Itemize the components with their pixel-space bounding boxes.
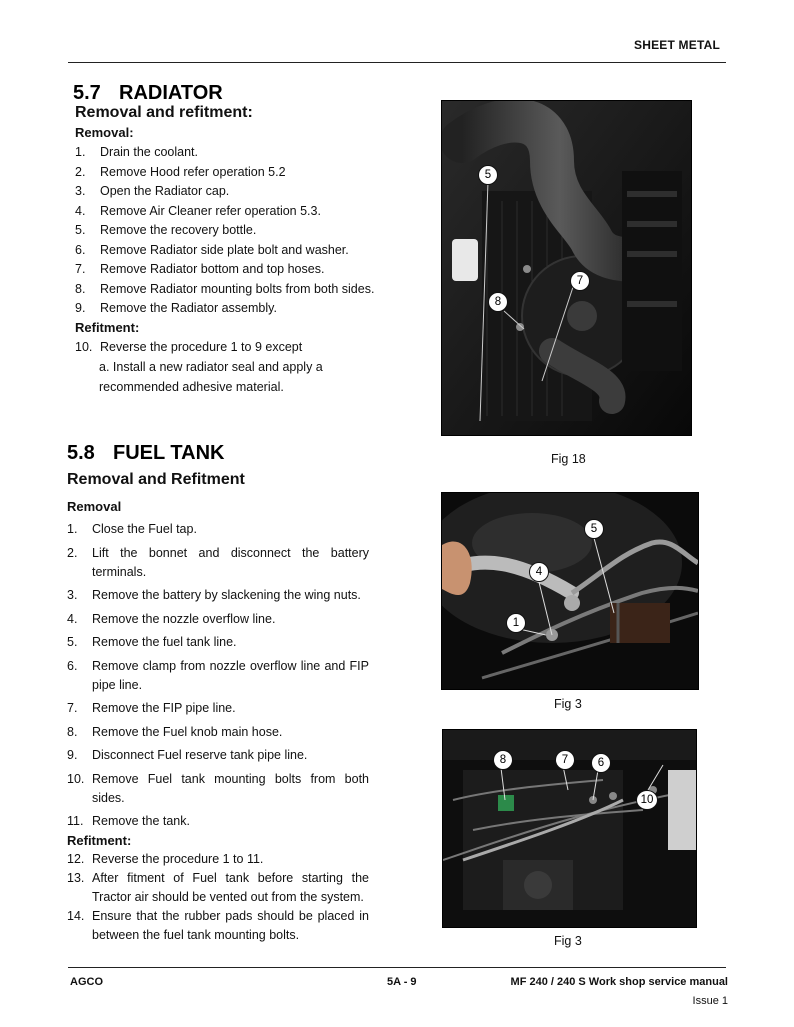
step-text: Remove Radiator side plate bolt and washer. bbox=[100, 242, 349, 257]
fuel-line-photo bbox=[441, 492, 699, 690]
fig3b-callout-10: 10 bbox=[636, 790, 658, 810]
step-number: 2. bbox=[67, 545, 78, 560]
step-text: Remove the battery by slackening the wing nuts. bbox=[92, 588, 361, 602]
fig3b-callout-6: 6 bbox=[591, 753, 611, 773]
fuel-tank-refitment-steps bbox=[67, 850, 369, 945]
list-item bbox=[75, 163, 395, 183]
fig3a-callout-4: 4 bbox=[529, 562, 549, 582]
radiator-note-line-2: recommended adhesive material. bbox=[99, 380, 284, 394]
radiator-refitment-steps bbox=[75, 338, 395, 358]
step-number: 8. bbox=[67, 724, 78, 739]
radiator-refitment-label: Refitment: bbox=[75, 320, 140, 335]
step-number: 5. bbox=[67, 635, 78, 649]
fig3b-callout-8: 8 bbox=[493, 750, 513, 770]
step-text: Remove Air Cleaner refer operation 5.3. bbox=[100, 203, 321, 218]
fig18-caption: Fig 18 bbox=[551, 452, 586, 466]
step-text: Remove the Radiator assembly. bbox=[100, 301, 277, 315]
list-item bbox=[67, 907, 369, 945]
step-text: Drain the coolant. bbox=[100, 145, 198, 159]
footer-page-number: 5A - 9 bbox=[387, 976, 417, 988]
fig3a-caption: Fig 3 bbox=[554, 697, 582, 711]
step-number: 14. bbox=[67, 909, 85, 923]
fig18-callout-8: 8 bbox=[488, 292, 508, 312]
step-number: 1. bbox=[67, 522, 78, 536]
fig3a-callout-1: 1 bbox=[506, 613, 526, 633]
step-number: 10. bbox=[75, 340, 93, 354]
step-number: 6. bbox=[75, 242, 86, 257]
list-item bbox=[75, 241, 395, 261]
fuel-tank-removal-label: Removal bbox=[67, 499, 122, 514]
step-number: 12. bbox=[67, 852, 85, 866]
list-item bbox=[67, 657, 369, 695]
footer-manual-title: MF 240 / 240 S Work shop service manual bbox=[510, 976, 728, 988]
list-item bbox=[67, 850, 369, 869]
list-item bbox=[75, 202, 395, 222]
footer-issue: Issue 1 bbox=[692, 995, 728, 1007]
fuel-tank-section-title bbox=[67, 442, 224, 465]
list-item bbox=[75, 338, 395, 358]
step-number: 9. bbox=[67, 748, 78, 762]
step-number: 8. bbox=[75, 281, 86, 296]
step-text: Ensure that the rubber pads should be placed in between the fuel tank mounting bolts. bbox=[92, 909, 369, 942]
radiator-photo-illustration bbox=[442, 101, 691, 435]
step-text: Remove Radiator mounting bolts from both sides. bbox=[100, 281, 375, 296]
radiator-section-title bbox=[73, 82, 223, 105]
step-text: Lift the bonnet and disconnect the battery terminals. bbox=[92, 545, 369, 579]
fig3b-caption: Fig 3 bbox=[554, 934, 582, 948]
step-text: Remove Fuel tank mounting bolts from both sides. bbox=[92, 771, 369, 805]
step-text: Remove Radiator bottom and top hoses. bbox=[100, 262, 325, 276]
step-number: 7. bbox=[75, 262, 86, 276]
step-number: 1. bbox=[75, 145, 86, 159]
list-item bbox=[67, 520, 369, 539]
list-item bbox=[67, 544, 369, 582]
list-item bbox=[67, 869, 369, 907]
radiator-removal-steps bbox=[75, 143, 395, 319]
list-item bbox=[67, 610, 369, 629]
list-item bbox=[75, 182, 395, 202]
list-item bbox=[75, 143, 395, 163]
fig3b-callout-7: 7 bbox=[555, 750, 575, 770]
step-number: 10. bbox=[67, 771, 85, 786]
radiator-removal-label: Removal: bbox=[75, 125, 134, 140]
step-text: Disconnect Fuel reserve tank pipe line. bbox=[92, 748, 308, 762]
fuel-tank-section-number: 5.8 bbox=[67, 442, 95, 464]
radiator-section-number: 5.7 bbox=[73, 82, 101, 104]
step-text: Remove Hood refer operation 5.2 bbox=[100, 164, 286, 179]
fuel-line-photo-illustration bbox=[442, 493, 698, 689]
step-number: 6. bbox=[67, 658, 78, 673]
step-text: Close the Fuel tap. bbox=[92, 522, 197, 536]
fuel-tank-subtitle: Removal and Refitment bbox=[67, 471, 245, 488]
list-item bbox=[75, 280, 395, 300]
step-text: Reverse the procedure 1 to 11. bbox=[92, 852, 264, 866]
step-text: Open the Radiator cap. bbox=[100, 184, 230, 198]
step-number: 2. bbox=[75, 164, 86, 179]
step-text: Remove clamp from nozzle overflow line and FIP pipe line. bbox=[92, 658, 369, 692]
list-item bbox=[67, 812, 369, 831]
radiator-section-name: RADIATOR bbox=[119, 82, 223, 104]
list-item bbox=[67, 586, 369, 605]
step-number: 9. bbox=[75, 301, 86, 315]
list-item bbox=[67, 746, 369, 765]
step-number: 3. bbox=[75, 184, 86, 198]
fig18-callout-7: 7 bbox=[570, 271, 590, 291]
footer-rule bbox=[68, 967, 726, 968]
step-number: 4. bbox=[75, 203, 86, 218]
step-text: After fitment of Fuel tank before starting the Tractor air should be vented out from the system. bbox=[92, 871, 369, 904]
radiator-note-line-1: a. Install a new radiator seal and apply a bbox=[99, 360, 323, 374]
footer-brand: AGCO bbox=[70, 976, 103, 988]
step-number: 5. bbox=[75, 223, 86, 237]
list-item bbox=[67, 633, 369, 652]
engine-bay-photo bbox=[442, 729, 697, 928]
list-item bbox=[75, 221, 395, 241]
step-text: Remove the tank. bbox=[92, 814, 190, 828]
list-item bbox=[75, 260, 395, 280]
radiator-photo bbox=[441, 100, 692, 436]
fig18-callout-5: 5 bbox=[478, 165, 498, 185]
list-item bbox=[67, 770, 369, 808]
list-item bbox=[67, 699, 369, 718]
fuel-tank-removal-steps bbox=[67, 520, 369, 836]
step-number: 7. bbox=[67, 701, 78, 715]
step-text: Remove the nozzle overflow line. bbox=[92, 611, 276, 626]
step-text: Remove the Fuel knob main hose. bbox=[92, 724, 283, 739]
list-item bbox=[67, 723, 369, 742]
fig3a-callout-5: 5 bbox=[584, 519, 604, 539]
fuel-tank-refitment-label: Refitment: bbox=[67, 833, 132, 848]
list-item bbox=[75, 299, 395, 319]
header-rule bbox=[68, 62, 726, 63]
step-number: 11. bbox=[67, 814, 84, 828]
step-text: Remove the recovery bottle. bbox=[100, 223, 257, 237]
step-number: 4. bbox=[67, 611, 78, 626]
step-number: 13. bbox=[67, 871, 85, 885]
radiator-subtitle: Removal and refitment: bbox=[75, 104, 253, 121]
fuel-tank-section-name: FUEL TANK bbox=[113, 442, 225, 464]
step-text: Remove the FIP pipe line. bbox=[92, 701, 236, 715]
step-text: Remove the fuel tank line. bbox=[92, 635, 237, 649]
step-number: 3. bbox=[67, 588, 78, 602]
header-section-title: SHEET METAL bbox=[634, 38, 720, 52]
step-text: Reverse the procedure 1 to 9 except bbox=[100, 340, 303, 354]
